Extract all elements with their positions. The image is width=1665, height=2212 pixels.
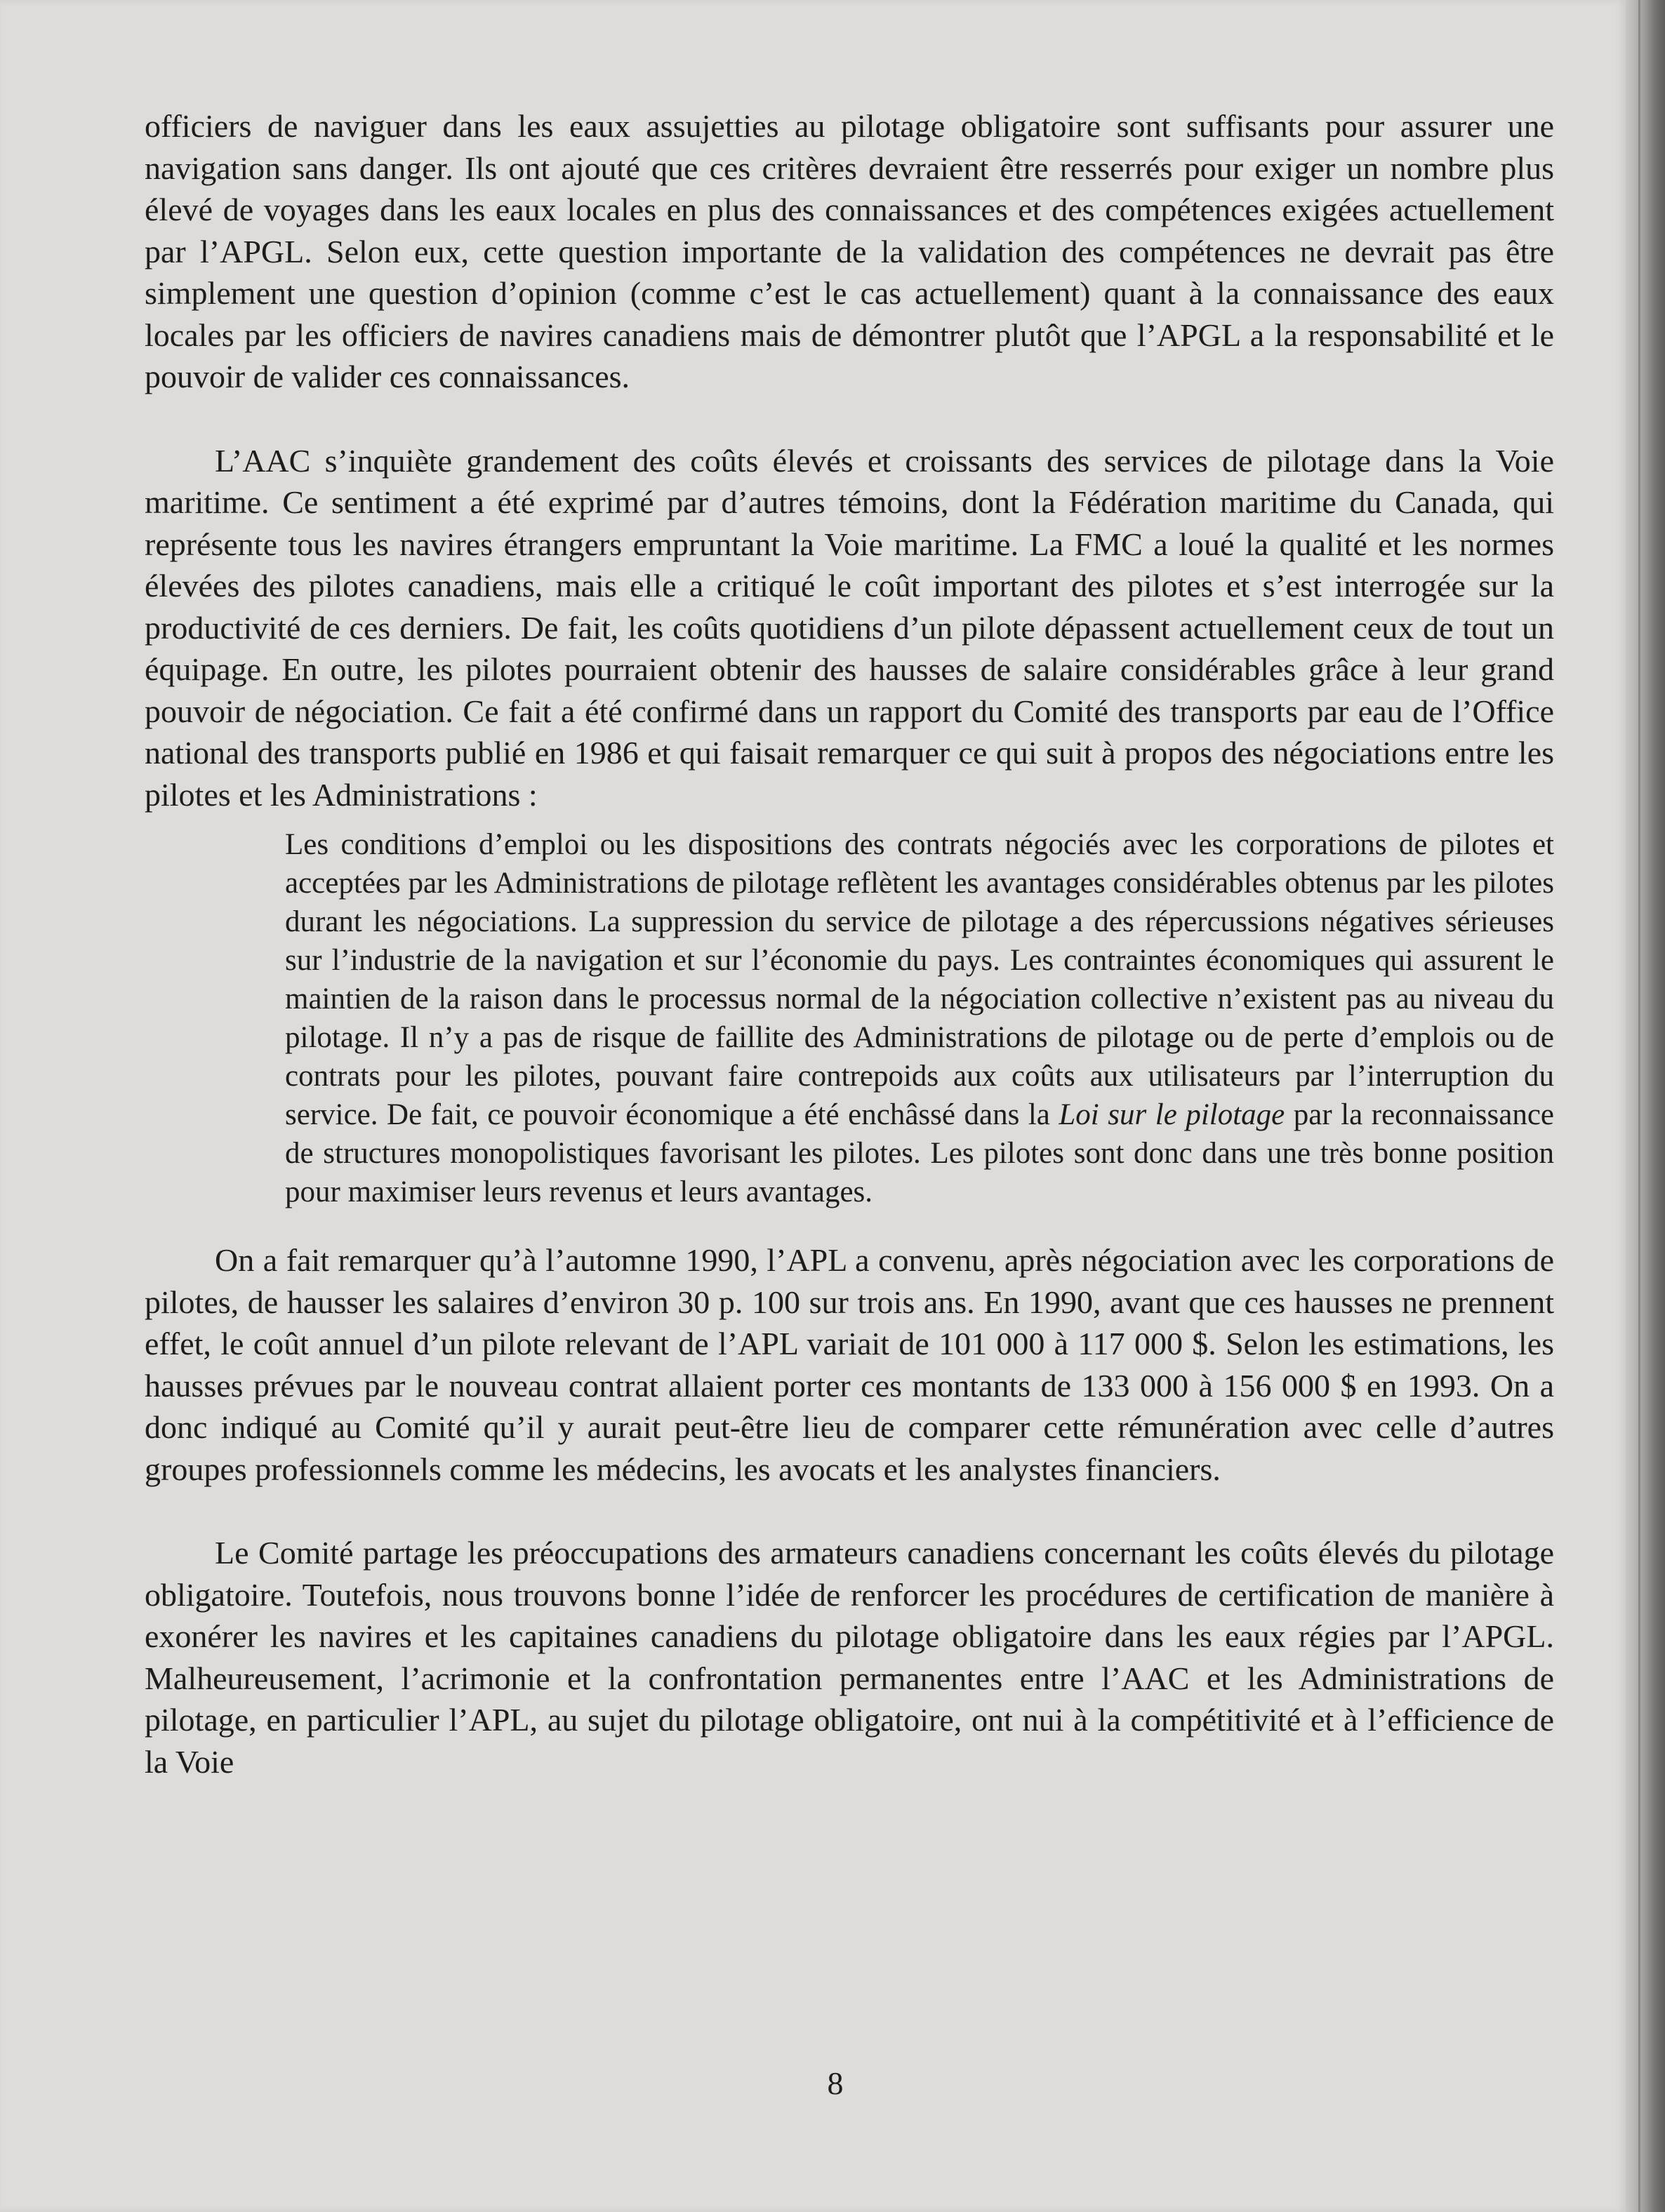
- page-number: 8: [827, 2065, 844, 2101]
- quote-text-after: par la reconnaissance de structures monopolistiques favorisant les pilotes. Les pilotes sont donc dans une très bonne position pour maximiser leurs revenus et leurs avantages.: [285, 1098, 1555, 1208]
- paragraph-continuation: officiers de naviguer dans les eaux assujetties au pilotage obligatoire sont suffisants pour assurer une navigation sans danger. Ils ont ajouté que ces critères devraient être resserrés pour exiger un nombre plus élevé de voyages dans les eaux locales en plus des connaissances et des compétences exigées actuellement par l’APGL. Selon eux, cette question importante de la validation des compétences ne devrait pas être simplement une question d’opinion (comme c’est le cas actuellement) quant à la connaissance des eaux locales par les officiers de navires canadiens mais de démontrer plutôt que l’APGL a la responsabilité et le pouvoir de valider ces connaissances.: [145, 108, 1554, 394]
- quote-text-before: Les conditions d’emploi ou les dispositions des contrats négociés avec les corporations de pilotes et acceptées par les Administrations de pilotage reflètent les avantages considérables obtenus par les pilotes durant les négociations. La suppression du service de pilotage a des répercussions négatives sérieuses sur l’industrie de la navigation et sur l’économie du pays. Les contraintes économiques qui assurent le maintien de la raison dans le processus normal de la négociation collective n’existent pas au niveau du pilotage. Il n’y a pas de risque de faillite des Administrations de pilotage ou de perte d’emplois ou de contrats pour les pilotes, pouvant faire contrepoids aux coûts aux utilisateurs par l’interruption du service. De fait, ce pouvoir économique a été enchâssé dans la: [285, 828, 1554, 1131]
- block-quote: [285, 825, 1554, 1211]
- paragraph-committee-concerns: Le Comité partage les préoccupations des armateurs canadiens concernant les coûts élevés du pilotage obligatoire. Toutefois, nous trouvons bonne l’idée de renforcer les procédures de certification de manière à exonérer les navires et les capitaines canadiens du pilotage obligatoire dans les eaux régies par l’APGL. Malheureusement, l’acrimonie et la confrontation permanentes entre l’AAC et les Administrations de pilotage, en particulier l’APL, au sujet du pilotage obligatoire, ont nui à la compétitivité et à l’efficience de la Voie: [145, 1535, 1554, 1780]
- paragraph-aac-costs: L’AAC s’inquiète grandement des coûts élevés et croissants des services de pilotage dans la Voie maritime. Ce sentiment a été exprimé par d’autres témoins, dont la Fédération maritime du Canada, qui représente tous les navires étrangers empruntant la Voie maritime. La FMC a loué la qualité et les normes élevées des pilotes canadiens, mais elle a critiqué le coût important des pilotes et s’est interrogée sur la productivité de ces derniers. De fait, les coûts quotidiens d’un pilote dépassent actuellement ceux de tout un équipage. En outre, les pilotes pourraient obtenir des hausses de salaire considérables grâce à leur grand pouvoir de négociation. Ce fait a été confirmé dans un rapport du Comité des transports par eau de l’Office national des transports publié en 1986 et qui faisait remarquer ce qui suit à propos des négociations entre les pilotes et les Administrations :: [145, 442, 1554, 813]
- paragraph-salary-increase: On a fait remarquer qu’à l’automne 1990, l’APL a convenu, après négociation avec les corporations de pilotes, de hausser les salaires d’environ 30 p. 100 sur trois ans. En 1990, avant que ces hausses ne prennent effet, le coût annuel d’un pilote relevant de l’APL variait de 101 000 à 117 000 $. Selon les estimations, les hausses prévues par le nouveau contrat allaient porter ces montants de 133 000 à 156 000 $ en 1993. On a donc indiqué au Comité qu’il y aurait peut-être lieu de comparer cette rémunération avec celle d’autres groupes professionnels comme les médecins, les avocats et les analystes financiers.: [145, 1242, 1554, 1487]
- body-text: [145, 105, 1554, 1783]
- quote-law-title: Loi sur le pilotage: [1059, 1098, 1285, 1131]
- page-binding-edge: [1626, 0, 1665, 2212]
- binding-line: [1638, 0, 1640, 2212]
